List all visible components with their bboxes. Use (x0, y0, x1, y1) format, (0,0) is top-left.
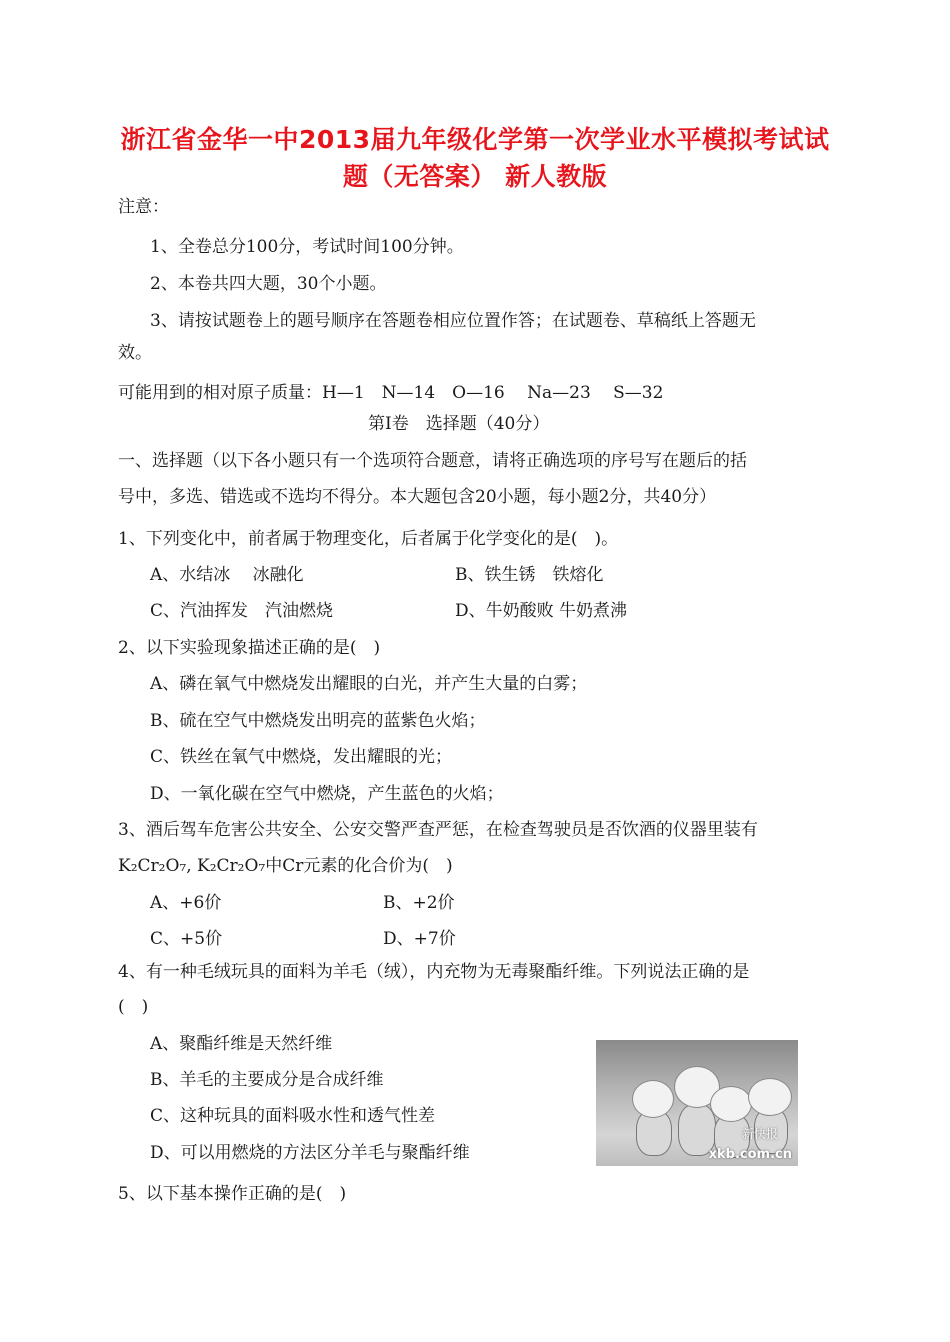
question-2-option-b: B、硫在空气中燃烧发出明亮的蓝紫色火焰； (150, 711, 486, 731)
question-4-option-c: C、这种玩具的面料吸水性和透气性差 (150, 1106, 436, 1126)
question-4-option-b: B、羊毛的主要成分是合成纤维 (150, 1070, 384, 1090)
photo-watermark-cn: 新快报 (741, 1127, 778, 1141)
question-2-option-d: D、一氧化碳在空气中燃烧，产生蓝色的火焰； (150, 784, 504, 804)
photo-watermark: xkb.com.cn (708, 1147, 792, 1162)
question-3-option-a: A、+6价 (150, 893, 222, 913)
question-3-option-b: B、+2价 (383, 893, 455, 913)
question-3-formula: K₂Cr₂O₇, K₂Cr₂O₇ (118, 856, 266, 876)
notice-heading: 注意： (118, 197, 169, 217)
question-1-option-b: B、铁生锈 铁熔化 (455, 565, 604, 585)
question-2-option-c: C、铁丝在氧气中燃烧，发出耀眼的光； (150, 747, 453, 767)
question-2-option-a: A、磷在氧气中燃烧发出耀眼的白光，并产生大量的白雾； (150, 674, 588, 694)
question-3-stem-tail: 中Cr元素的化合价为( ) (265, 856, 453, 876)
notice-item-2: 2、本卷共四大题，30个小题。 (150, 274, 387, 294)
question-3-stem-line2 (118, 855, 453, 877)
question-5-stem: 5、以下基本操作正确的是( ) (118, 1184, 347, 1204)
question-1-option-a: A、水结冰 冰融化 (150, 565, 304, 585)
question-3-option-d: D、+7价 (383, 929, 456, 949)
question-1-option-c: C、汽油挥发 汽油燃烧 (150, 601, 334, 621)
question-4-stem-line1: 4、有一种毛绒玩具的面料为羊毛（绒），内充物为无毒聚酯纤维。下列说法正确的是 (118, 962, 750, 982)
question-3-option-c: C、+5价 (150, 929, 223, 949)
document-title-line1: 浙江省金华一中2013届九年级化学第一次学业水平模拟考试试 (120, 125, 830, 154)
question-1-stem: 1、下列变化中，前者属于物理变化，后者属于化学变化的是( )。 (118, 529, 619, 549)
section-instructions-1: 一、选择题（以下各小题只有一个选项符合题意，请将正确选项的序号写在题后的括 (118, 451, 747, 471)
question-3-stem-line1: 3、酒后驾车危害公共安全、公安交警严查严惩，在检查驾驶员是否饮酒的仪器里装有 (118, 820, 758, 840)
atomic-mass-line: 可能用到的相对原子质量：H—1 N—14 O—16 Na—23 S—32 (118, 383, 664, 403)
question-4-option-d: D、可以用燃烧的方法区分羊毛与聚酯纤维 (150, 1143, 470, 1163)
document-title-line2: 题（无答案） 新人教版 (342, 162, 608, 191)
notice-item-3: 3、请按试题卷上的题号顺序在答题卷相应位置作答；在试题卷、草稿纸上答题无 (150, 311, 756, 331)
notice-item-3-cont: 效。 (118, 343, 152, 363)
plush-toys-photo (596, 1040, 798, 1166)
notice-item-1: 1、全卷总分100分，考试时间100分钟。 (150, 237, 464, 257)
section-title: 第Ⅰ卷 选择题（40分） (368, 414, 550, 434)
question-4-option-a: A、聚酯纤维是天然纤维 (150, 1034, 333, 1054)
question-4-stem-line2: ( ) (118, 997, 149, 1017)
question-1-option-d: D、牛奶酸败 牛奶煮沸 (455, 601, 628, 621)
question-2-stem: 2、以下实验现象描述正确的是( ) (118, 638, 381, 658)
section-instructions-2: 号中，多选、错选或不选均不得分。本大题包含20小题，每小题2分，共40分） (118, 487, 717, 507)
